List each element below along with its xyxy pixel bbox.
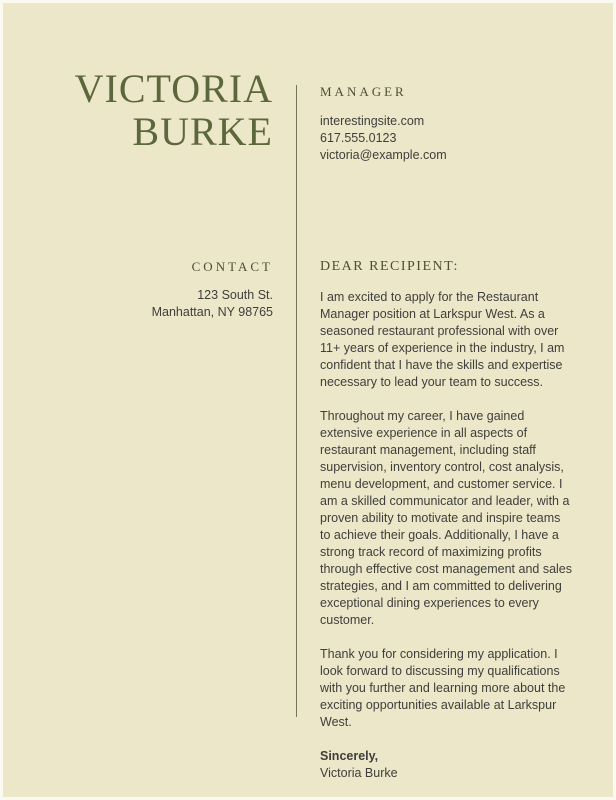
address-line-1: 123 South St. [197, 288, 273, 302]
salutation: DEAR RECIPIENT: [320, 259, 459, 274]
first-name: VICTORIA [74, 66, 273, 111]
column-divider [296, 85, 297, 717]
contact-heading: CONTACT [191, 259, 273, 274]
email-text: victoria@example.com [320, 148, 447, 162]
address-line-2: Manhattan, NY 98765 [151, 305, 273, 319]
letter-paragraph: Throughout my career, I have gained extensive experience in all aspects of restaurant management, including staff supervision, inventory control, cost analysis, menu development, and customer service. I am a skilled communicator and leader, with a proven ability to motivate and inspire teams to achieve their goals. Additionally, I have a strong track record of maximizing profits through effective cost management and sales strategies, and I am committed to delivering exceptional dining experiences to every customer. [320, 409, 573, 627]
signature-name: Victoria Burke [320, 766, 398, 780]
job-title: MANAGER [320, 84, 407, 99]
last-name: BURKE [132, 109, 273, 155]
header-right [320, 84, 572, 164]
website-text: interestingsite.com [320, 114, 425, 128]
letter-paragraph: Thank you for considering my application. I look forward to discussing my qualifications with you further and learning more about the exciting opportunities available at Larkspur West. [320, 647, 566, 729]
letter-paragraph: I am excited to apply for the Restaurant Manager position at Larkspur West. As a seasoned restaurant professional with over 11+ years of experience in the industry, I am confident that I have the skills and expertise necessary to lead your team to success. [320, 290, 565, 389]
address-block [3, 287, 273, 321]
name-block [3, 67, 273, 153]
closing-text: Sincerely, [320, 749, 379, 763]
phone-text: 617.555.0123 [320, 131, 397, 145]
letter-body [320, 259, 572, 782]
